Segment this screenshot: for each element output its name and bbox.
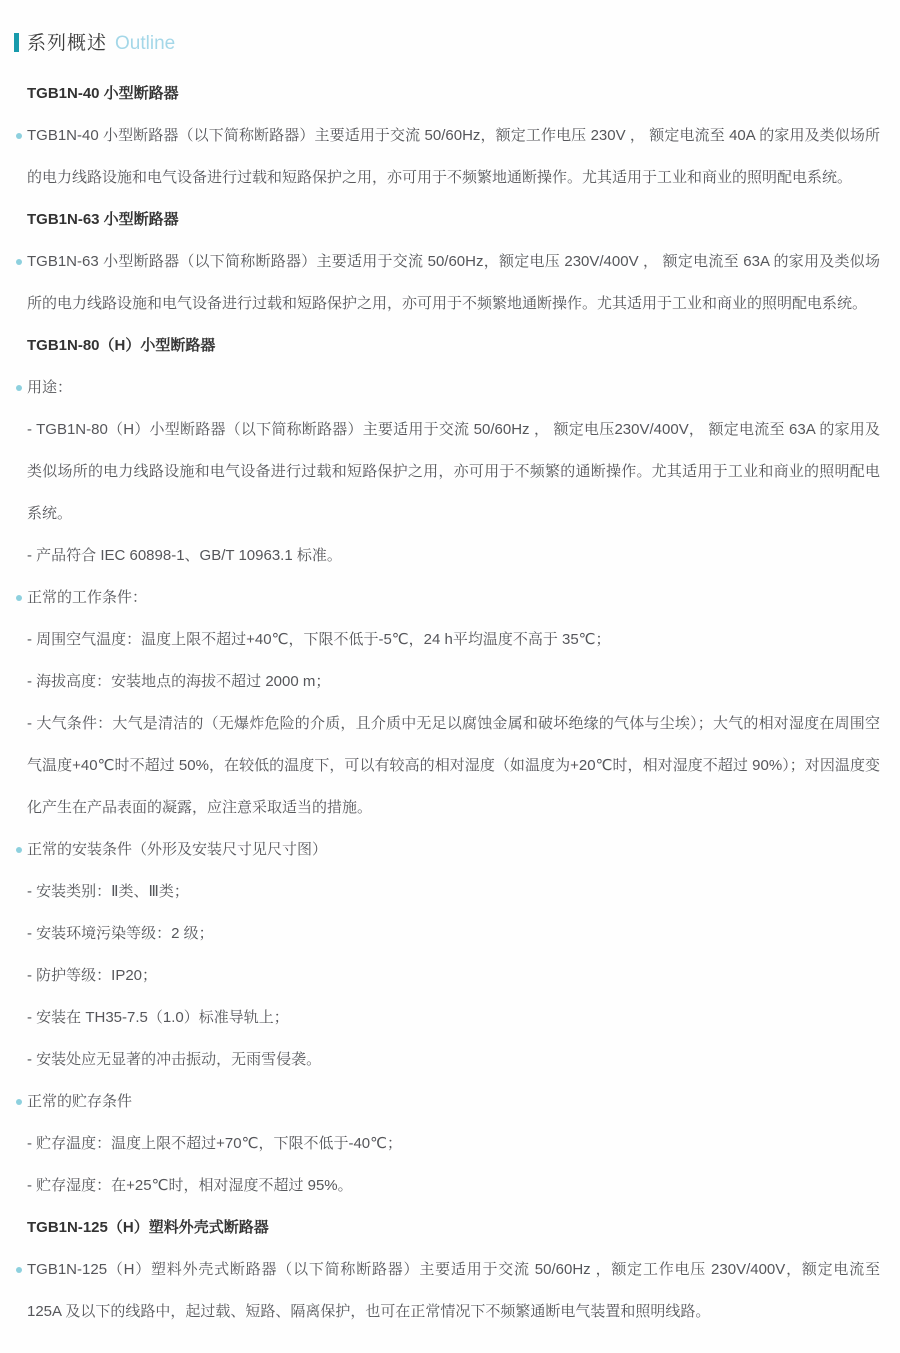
list-item-text: 正常的安装条件（外形及安装尺寸见尺寸图） xyxy=(27,841,328,858)
list-item xyxy=(27,115,880,199)
page-title: 系列概述 xyxy=(27,33,108,54)
list-item-text: - 产品符合 IEC 60898-1、GB/T 10963.1 标准。 xyxy=(27,547,342,564)
list-item xyxy=(27,703,880,829)
list-item xyxy=(27,661,880,703)
list-item xyxy=(27,367,880,409)
accent-bar-icon xyxy=(14,33,19,52)
list-item-text: - 贮存温度：温度上限不超过+70℃，下限不低于-40℃； xyxy=(27,1135,402,1152)
bullet-dot-icon xyxy=(16,259,22,265)
list-item-text: - 周围空气温度：温度上限不超过+40℃，下限不低于-5℃，24 h平均温度不高于 35℃； xyxy=(27,631,611,648)
list-item xyxy=(27,913,880,955)
list-item-text: - 安装环境污染等级：2 级； xyxy=(27,925,214,942)
section-heading: TGB1N-125（H）塑料外壳式断路器 xyxy=(27,1219,269,1236)
bullet-dot-icon xyxy=(16,595,22,601)
section-heading: TGB1N-80（H）小型断路器 xyxy=(27,337,216,354)
list-item xyxy=(27,997,880,1039)
list-item xyxy=(27,1039,880,1081)
page-subtitle: Outline xyxy=(115,33,176,54)
list-item-text: TGB1N-40 小型断路器（以下简称断路器）主要适用于交流 50/60Hz，额定工作电压 230V ， 额定电流至 40A 的家用及类似场所的电力线路设施和电气设备进行过载和短路保护之用，亦可用于不频繁地通断操作。尤其适用于工业和商业的照明配电系统。 xyxy=(27,127,880,186)
list-item-text: 用途： xyxy=(27,379,73,396)
list-item xyxy=(27,1165,880,1207)
list-item xyxy=(27,619,880,661)
list-item xyxy=(27,241,880,325)
section-heading: TGB1N-40 小型断路器 xyxy=(27,85,179,102)
list-item-text: - 海拔高度：安装地点的海拔不超过 2000 m； xyxy=(27,673,331,690)
page-header xyxy=(14,30,880,59)
list-item-text: - 贮存湿度：在+25℃时，相对湿度不超过 95%。 xyxy=(27,1177,353,1194)
list-item-text: - 安装类别：Ⅱ类、Ⅲ类； xyxy=(27,883,189,900)
bullet-dot-icon xyxy=(16,1099,22,1105)
list-item-text: - 大气条件：大气是清洁的（无爆炸危险的介质，且介质中无足以腐蚀金属和破坏绝缘的气体与尘埃）；大气的相对湿度在周围空气温度+40℃时不超过 50%，在较低的温度下，可以有较高的相对湿度（如温度为+20℃时，相对湿度不超过 90%）；对因温度变化产生在产品表面的凝露，应注意采取适当的措施。 xyxy=(27,715,880,816)
list-item-text: TGB1N-63 小型断路器（以下简称断路器）主要适用于交流 50/60Hz，额定电压 230V/400V ， 额定电流至 63A 的家用及类似场所的电力线路设施和电气设备进行过载和短路保护之用，亦可用于不频繁地通断操作。尤其适用于工业和商业的照明配电系统。 xyxy=(27,253,880,312)
list-item xyxy=(27,955,880,997)
bullet-dot-icon xyxy=(16,847,22,853)
list-item-text: 正常的贮存条件 xyxy=(27,1093,133,1110)
section-tgb1n-125h xyxy=(27,1207,880,1333)
bullet-dot-icon xyxy=(16,385,22,391)
list-item xyxy=(27,1081,880,1123)
list-item-text: - 防护等级：IP20； xyxy=(27,967,158,984)
list-item-text: - 安装处应无显著的冲击振动，无雨雪侵袭。 xyxy=(27,1051,322,1068)
section-tgb1n-63 xyxy=(27,199,880,325)
section-heading: TGB1N-63 小型断路器 xyxy=(27,211,179,228)
section-tgb1n-40 xyxy=(27,73,880,199)
list-item xyxy=(27,1123,880,1165)
list-item xyxy=(27,409,880,535)
list-item xyxy=(27,871,880,913)
section-tgb1n-80h xyxy=(27,325,880,1207)
list-item xyxy=(27,577,880,619)
list-item xyxy=(27,1249,880,1333)
bullet-dot-icon xyxy=(16,1267,22,1273)
list-item-text: TGB1N-125（H）塑料外壳式断路器（以下简称断路器）主要适用于交流 50/60Hz ，额定工作电压 230V/400V，额定电流至 125A 及以下的线路中，起过载、短路、隔离保护，也可在正常情况下不频繁通断电气装置和照明线路。 xyxy=(27,1261,880,1320)
bullet-dot-icon xyxy=(16,133,22,139)
list-item xyxy=(27,535,880,577)
list-item-text: - 安装在 TH35-7.5（1.0）标准导轨上； xyxy=(27,1009,289,1026)
list-item xyxy=(27,829,880,871)
list-item-text: 正常的工作条件： xyxy=(27,589,148,606)
list-item-text: - TGB1N-80（H）小型断路器（以下简称断路器）主要适用于交流 50/60Hz ， 额定电压230V/400V， 额定电流至 63A 的家用及类似场所的电力线路设施和电气设备进行过载和短路保护之用，亦可用于不频繁的通断操作。尤其适用于工业和商业的照明配电系统。 xyxy=(27,421,880,522)
